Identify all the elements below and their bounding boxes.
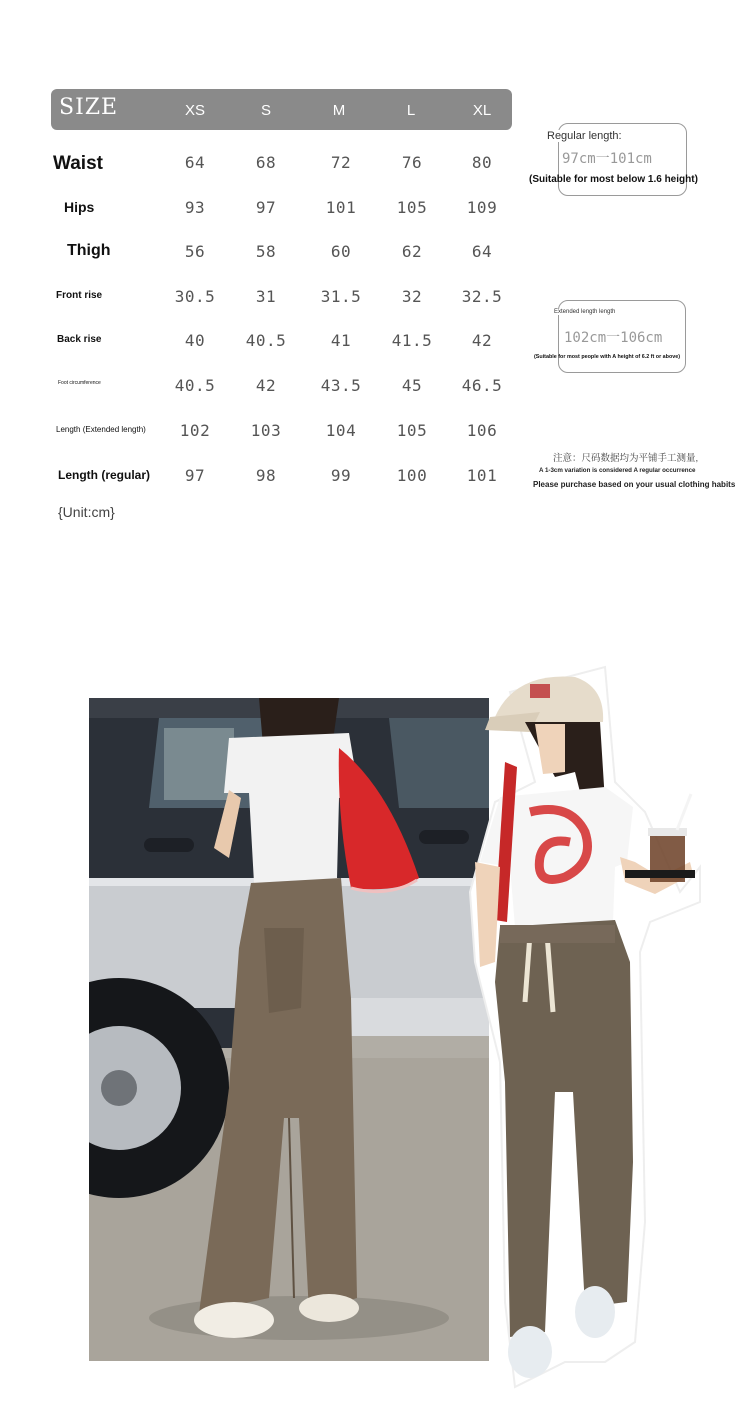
row-value: 106 bbox=[466, 421, 498, 440]
row-value: 109 bbox=[466, 198, 498, 217]
size-row-thigh bbox=[0, 242, 520, 266]
row-value: 105 bbox=[396, 421, 428, 440]
row-value: 42 bbox=[255, 376, 277, 395]
row-value: 42 bbox=[471, 331, 493, 350]
row-value: 64 bbox=[471, 242, 493, 261]
row-value: 41.5 bbox=[391, 331, 433, 350]
extended-length-label: Extended length length bbox=[554, 309, 616, 315]
row-value: 93 bbox=[184, 198, 206, 217]
size-table-header bbox=[51, 89, 512, 130]
row-value: 45 bbox=[401, 376, 423, 395]
photo-illustration bbox=[89, 698, 489, 1361]
regular-length-range: 97cm一101cm bbox=[562, 148, 652, 168]
row-label: Hips bbox=[64, 199, 95, 215]
row-label: Length (Extended length) bbox=[56, 425, 146, 434]
row-value: 40 bbox=[184, 331, 206, 350]
row-value: 43.5 bbox=[320, 376, 362, 395]
row-value: 40.5 bbox=[174, 376, 216, 395]
disclaimer-cn: 注意：尺码数据均为平铺手工测量, bbox=[553, 453, 699, 464]
size-row-front-rise bbox=[0, 287, 520, 311]
unit-label: {Unit:cm} bbox=[58, 504, 115, 520]
extended-length-range: 102cm一106cm bbox=[564, 327, 662, 347]
row-label: Back rise bbox=[57, 334, 102, 345]
row-value: 58 bbox=[255, 242, 277, 261]
row-label: Thigh bbox=[67, 242, 111, 259]
size-col-s: S bbox=[260, 102, 271, 119]
size-row-hips bbox=[0, 198, 520, 222]
row-value: 41 bbox=[330, 331, 352, 350]
size-row-back-rise bbox=[0, 331, 520, 355]
row-value: 68 bbox=[255, 153, 277, 172]
row-value: 101 bbox=[325, 198, 357, 217]
model-back-view-photo bbox=[89, 698, 489, 1361]
row-value: 98 bbox=[255, 466, 277, 485]
row-value: 40.5 bbox=[245, 331, 287, 350]
row-value: 76 bbox=[401, 153, 423, 172]
row-value: 31 bbox=[255, 287, 277, 306]
row-value: 105 bbox=[396, 198, 428, 217]
size-row-length-extended bbox=[0, 421, 520, 445]
size-row-length-regular bbox=[0, 466, 520, 490]
row-value: 97 bbox=[255, 198, 277, 217]
row-value: 102 bbox=[179, 421, 211, 440]
size-col-xl: XL bbox=[472, 102, 492, 119]
disclaimer-purchase: Please purchase based on your usual clothing habits bbox=[533, 480, 736, 489]
row-value: 32.5 bbox=[461, 287, 503, 306]
row-label: Foot circumference bbox=[58, 380, 101, 386]
row-value: 97 bbox=[184, 466, 206, 485]
row-value: 46.5 bbox=[461, 376, 503, 395]
size-row-foot-circumference bbox=[0, 376, 520, 400]
row-value: 30.5 bbox=[174, 287, 216, 306]
model-front-view-cutout bbox=[455, 662, 705, 1392]
size-col-m: M bbox=[332, 102, 346, 119]
row-value: 60 bbox=[330, 242, 352, 261]
row-value: 103 bbox=[250, 421, 282, 440]
disclaimer-variation: A 1-3cm variation is considered A regular occurrence bbox=[539, 467, 696, 474]
size-col-l: L bbox=[406, 102, 416, 119]
row-value: 80 bbox=[471, 153, 493, 172]
row-label: Length (regular) bbox=[58, 468, 150, 482]
regular-length-note: (Suitable for most below 1.6 height) bbox=[529, 174, 698, 185]
row-value: 62 bbox=[401, 242, 423, 261]
regular-length-label: Regular length: bbox=[547, 130, 622, 142]
row-value: 64 bbox=[184, 153, 206, 172]
row-value: 32 bbox=[401, 287, 423, 306]
row-value: 56 bbox=[184, 242, 206, 261]
size-title: SIZE bbox=[59, 95, 119, 120]
cutout-illustration bbox=[455, 662, 705, 1392]
row-value: 101 bbox=[466, 466, 498, 485]
row-label: Front rise bbox=[56, 290, 103, 301]
size-col-xs: XS bbox=[184, 102, 205, 119]
row-value: 72 bbox=[330, 153, 352, 172]
row-value: 99 bbox=[330, 466, 352, 485]
row-value: 104 bbox=[325, 421, 357, 440]
row-value: 31.5 bbox=[320, 287, 362, 306]
size-row-waist bbox=[0, 153, 520, 177]
extended-length-note: (Suitable for most people with A height of 6.2 ft or above) bbox=[534, 354, 681, 360]
row-value: 100 bbox=[396, 466, 428, 485]
row-label: Waist bbox=[53, 153, 103, 174]
